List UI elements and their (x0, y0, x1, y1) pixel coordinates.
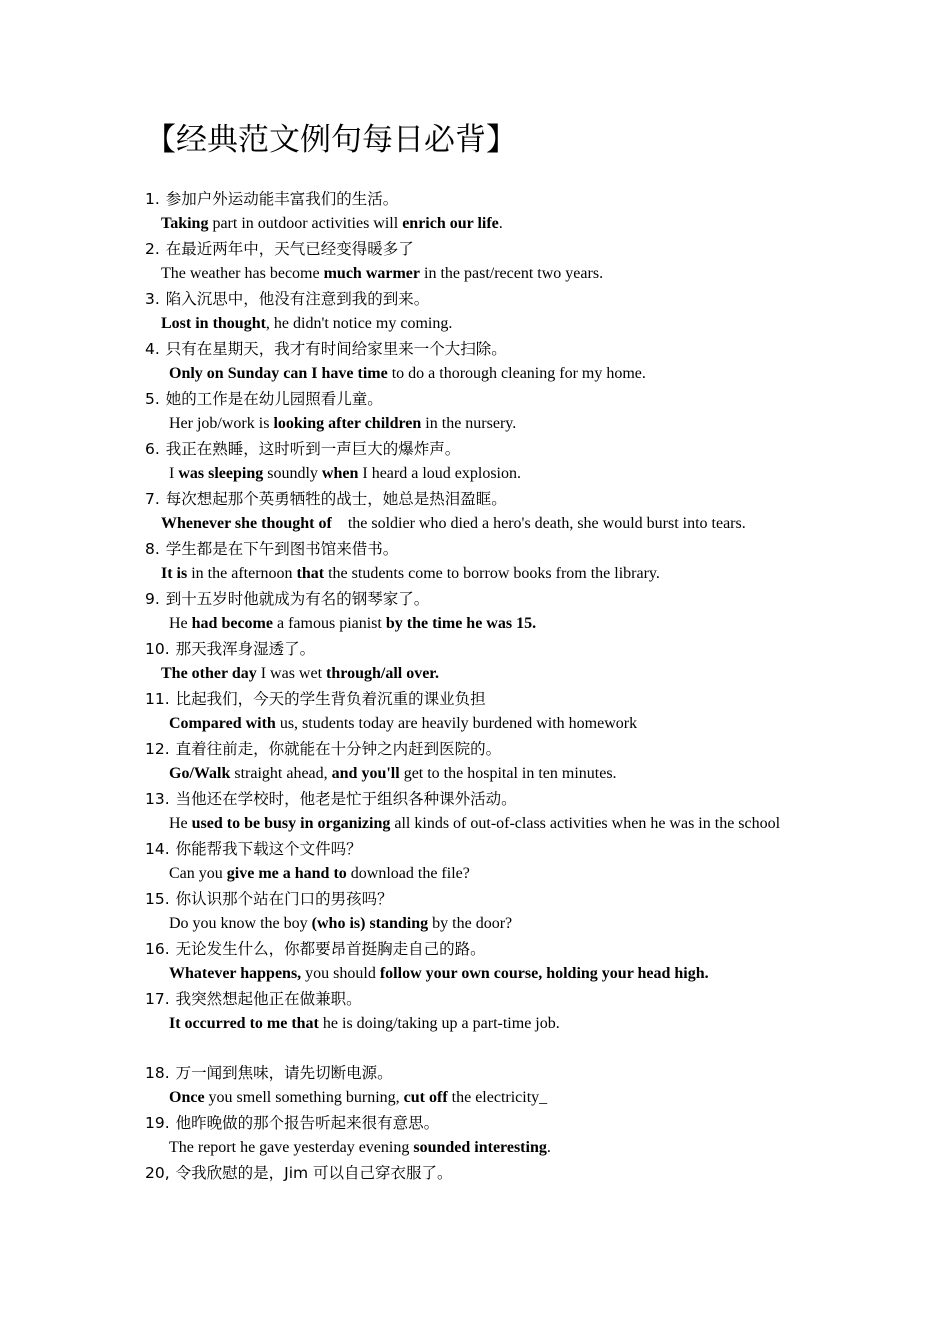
key-phrase: sounded interesting (413, 1139, 547, 1156)
english-sentence (145, 1086, 807, 1111)
item-number: 4. (145, 340, 160, 358)
chinese-text: 当他还在学校时，他老是忙于组织各种课外活动。 (175, 790, 517, 808)
item-number: 6. (145, 440, 160, 458)
sentence-text: by the door? (428, 915, 513, 932)
list-item (145, 287, 807, 337)
key-phrase: and you'll (331, 765, 400, 782)
sentence-text: in the past/recent two years. (420, 265, 604, 282)
chinese-sentence (145, 337, 807, 362)
list-item (145, 487, 807, 537)
key-phrase: was sleeping (178, 465, 264, 482)
sentence-text: the soldier who died a hero's death, she would burst into tears. (331, 515, 746, 532)
chinese-sentence (145, 637, 807, 662)
item-number: 3. (145, 290, 160, 308)
english-sentence (145, 912, 807, 937)
sentence-text: Do you know the boy (169, 915, 312, 932)
chinese-sentence (145, 587, 807, 612)
blank-line (145, 1037, 807, 1061)
chinese-sentence (145, 287, 807, 312)
chinese-sentence (145, 187, 807, 212)
sentence-text: you smell something burning, (204, 1089, 404, 1106)
chinese-text: 在最近两年中，天气已经变得暖多了 (165, 240, 414, 258)
list-item (145, 437, 807, 487)
sentence-text: Can you (169, 865, 227, 882)
sentence-text: he is doing/taking up a part-time job. (318, 1015, 560, 1032)
chinese-text: 参加户外运动能丰富我们的生活。 (165, 190, 399, 208)
key-phrase: follow your own course, holding your head high. (379, 965, 709, 982)
item-number: 7. (145, 490, 160, 508)
item-number: 15. (145, 890, 170, 908)
key-phrase: had become (191, 615, 273, 632)
key-phrase: Once (169, 1089, 205, 1106)
key-phrase: Whatever happens, (169, 965, 302, 982)
item-number: 5. (145, 390, 160, 408)
item-number: 19. (145, 1114, 170, 1132)
key-phrase: The other day (161, 665, 257, 682)
chinese-text: 万一闻到焦味，请先切断电源。 (175, 1064, 393, 1082)
chinese-text: 她的工作是在幼儿园照看儿童。 (165, 390, 383, 408)
list-item (145, 387, 807, 437)
item-number: 11. (145, 690, 170, 708)
key-phrase: used to be busy in organizing (191, 815, 391, 832)
chinese-sentence (145, 787, 807, 812)
chinese-text: 到十五岁时他就成为有名的钢琴家了。 (165, 590, 430, 608)
key-phrase: Taking (161, 215, 209, 232)
chinese-text: 每次想起那个英勇牺牲的战士，她总是热泪盈眶。 (165, 490, 507, 508)
list-item (145, 937, 807, 987)
list-item (145, 1111, 807, 1161)
list-item (145, 587, 807, 637)
sentence-text: straight ahead, (230, 765, 332, 782)
chinese-sentence (145, 687, 807, 712)
english-sentence (145, 512, 807, 537)
sentence-text: in the nursery. (421, 415, 517, 432)
sentence-text: The weather has become (161, 265, 324, 282)
chinese-sentence (145, 1161, 807, 1186)
key-phrase: Whenever she thought of (161, 515, 332, 532)
list-item (145, 787, 807, 837)
chinese-text: 陷入沉思中，他没有注意到我的到来。 (165, 290, 430, 308)
sentence-text: He (169, 815, 192, 832)
english-sentence (145, 462, 807, 487)
sentence-text: soundly (263, 465, 322, 482)
sentence-text: all kinds of out-of-class activities when he was in the school (390, 815, 781, 832)
sentence-text: . (546, 1139, 551, 1156)
key-phrase: (who is) standing (311, 915, 429, 932)
key-phrase: through/all over. (326, 665, 439, 682)
chinese-sentence (145, 887, 807, 912)
chinese-text: 我正在熟睡，这时听到一声巨大的爆炸声。 (165, 440, 461, 458)
sentence-text: us, students today are heavily burdened with homework (275, 715, 638, 732)
key-phrase: It occurred to me that (169, 1015, 319, 1032)
item-number: 1. (145, 190, 160, 208)
key-phrase: Only on Sunday can I have time (169, 365, 388, 382)
list-item (145, 1061, 807, 1111)
item-number: 12. (145, 740, 170, 758)
sentence-text: to do a thorough cleaning for my home. (387, 365, 646, 382)
list-item (145, 337, 807, 387)
sentence-text: I heard a loud explosion. (358, 465, 521, 482)
item-number: 20, (145, 1164, 170, 1182)
english-sentence (145, 612, 807, 637)
english-sentence (145, 212, 807, 237)
list-item (145, 687, 807, 737)
english-sentence (145, 812, 807, 837)
sentence-text: The report he gave yesterday evening (169, 1139, 414, 1156)
chinese-sentence (145, 737, 807, 762)
list-item (145, 1161, 807, 1186)
sentence-text: He (169, 615, 192, 632)
sentence-list (145, 187, 807, 1186)
item-number: 2. (145, 240, 160, 258)
sentence-text: , he didn't notice my coming. (265, 315, 453, 332)
list-item (145, 537, 807, 587)
chinese-sentence (145, 937, 807, 962)
list-item (145, 737, 807, 787)
chinese-text: 那天我浑身湿透了。 (175, 640, 316, 658)
key-phrase: cut off (403, 1089, 448, 1106)
chinese-sentence (145, 237, 807, 262)
chinese-sentence (145, 1061, 807, 1086)
sentence-text: download the file? (346, 865, 470, 882)
key-phrase: when (321, 465, 359, 482)
chinese-text: 你能帮我下载这个文件吗？ (175, 840, 362, 858)
chinese-sentence (145, 837, 807, 862)
english-sentence (145, 1012, 807, 1037)
page-title: 【经典范文例句每日必背】 (145, 122, 517, 158)
english-sentence (145, 412, 807, 437)
english-sentence (145, 312, 807, 337)
english-sentence (145, 762, 807, 787)
item-number: 14. (145, 840, 170, 858)
list-item (145, 837, 807, 887)
key-phrase: give me a hand to (226, 865, 347, 882)
key-phrase: Lost in thought (161, 315, 266, 332)
sentence-text: get to the hospital in ten minutes. (399, 765, 617, 782)
item-number: 8. (145, 540, 160, 558)
item-number: 9. (145, 590, 160, 608)
key-phrase: by the time he was 15. (385, 615, 537, 632)
key-phrase: looking after children (273, 415, 422, 432)
key-phrase: Go/Walk (169, 765, 231, 782)
item-number: 16. (145, 940, 170, 958)
english-sentence (145, 1136, 807, 1161)
english-sentence (145, 262, 807, 287)
list-item (145, 887, 807, 937)
chinese-sentence (145, 537, 807, 562)
item-number: 13. (145, 790, 170, 808)
item-number: 10. (145, 640, 170, 658)
english-sentence (145, 712, 807, 737)
key-phrase: It is (161, 565, 188, 582)
chinese-sentence (145, 437, 807, 462)
sentence-text: Her job/work is (169, 415, 274, 432)
chinese-text: 令我欣慰的是，Jim 可以自己穿衣服了。 (175, 1164, 453, 1182)
english-sentence (145, 562, 807, 587)
chinese-sentence (145, 387, 807, 412)
chinese-text: 你认识那个站在门口的男孩吗？ (175, 890, 393, 908)
sentence-text: the students come to borrow books from the library. (324, 565, 660, 582)
list-item (145, 237, 807, 287)
chinese-text: 只有在星期天，我才有时间给家里来一个大扫除。 (165, 340, 507, 358)
english-sentence (145, 662, 807, 687)
list-item (145, 187, 807, 237)
key-phrase: Compared with (169, 715, 276, 732)
list-item (145, 637, 807, 687)
chinese-text: 我突然想起他正在做兼职。 (175, 990, 362, 1008)
chinese-sentence (145, 487, 807, 512)
sentence-text: part in outdoor activities will (208, 215, 403, 232)
list-item (145, 987, 807, 1037)
chinese-text: 他昨晚做的那个报告听起来很有意思。 (175, 1114, 440, 1132)
chinese-text: 比起我们，今天的学生背负着沉重的课业负担 (175, 690, 486, 708)
sentence-text: a famous pianist (272, 615, 386, 632)
english-sentence (145, 362, 807, 387)
sentence-text: in the afternoon (187, 565, 297, 582)
sentence-text: I (169, 465, 179, 482)
sentence-text: I was wet (256, 665, 327, 682)
chinese-text: 直着往前走，你就能在十分钟之内赶到医院的。 (175, 740, 502, 758)
key-phrase: that (296, 565, 325, 582)
sentence-text: . (498, 215, 503, 232)
english-sentence (145, 862, 807, 887)
chinese-text: 学生都是在下午到图书馆来借书。 (165, 540, 399, 558)
item-number: 18. (145, 1064, 170, 1082)
chinese-sentence (145, 1111, 807, 1136)
chinese-sentence (145, 987, 807, 1012)
sentence-text: you should (301, 965, 380, 982)
item-number: 17. (145, 990, 170, 1008)
chinese-text: 无论发生什么，你都要昂首挺胸走自己的路。 (175, 940, 486, 958)
key-phrase: enrich our life (402, 215, 499, 232)
sentence-text: the electricity_ (447, 1089, 548, 1106)
english-sentence (145, 962, 807, 987)
key-phrase: much warmer (323, 265, 421, 282)
